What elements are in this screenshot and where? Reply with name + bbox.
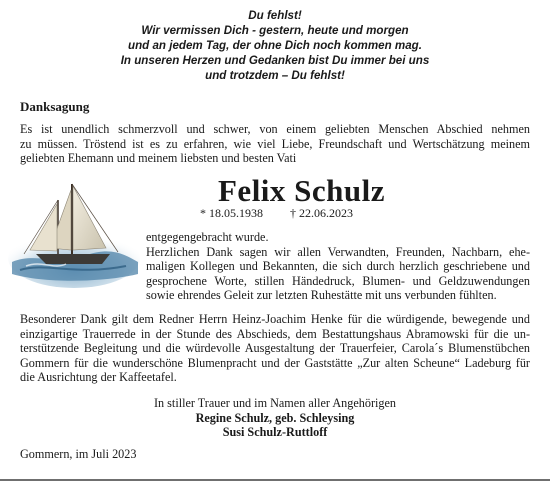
notice-heading: Danksagung	[20, 99, 90, 114]
memorial-poem	[20, 8, 530, 83]
text-line: zu müssen. Tröstend ist es zu erfahren, wie viel Liebe, Freundschaft und Wertschätzung meinem	[20, 136, 530, 151]
text-line: sowie ehrendes Geleit zur letzten Ruhestätte mit uns verbunden fühlten.	[146, 288, 497, 303]
signature-name: Susi Schulz-Ruttloff	[222, 425, 328, 440]
text-line: geliebten Ehemann und meinem liebsten und besten Vati	[20, 151, 297, 166]
text-line: terstützende Begleitung und die würdevolle Ausgestaltung der Trauerfeier, Carola´s Blumenstübchen	[20, 341, 530, 356]
thanks-paragraph	[146, 230, 530, 303]
intro-paragraph	[20, 122, 530, 166]
special-thanks-paragraph	[20, 312, 530, 385]
sailboat-icon	[6, 166, 142, 288]
signature-name: Regine Schulz, geb. Schleysing	[195, 410, 355, 425]
poem-line: und trotzdem – Du fehlst!	[205, 69, 345, 82]
text-line: einzigartige Trauerrede in der Stunde des Abschieds, dem Bestattungshaus Abramowski für die un-	[20, 326, 530, 341]
text-line: Gommern für die wunderschöne Blumenpracht und der Gaststätte „Zur alten Scheune“ Ladeburg für	[20, 355, 530, 370]
poem-line: In unseren Herzen und Gedanken bist Du immer bei uns	[120, 54, 430, 67]
text-line: Besonderer Dank gilt dem Redner Herrn Heinz-Joachim Henke für die würdigende, bewegende und	[20, 312, 530, 326]
text-line: Es ist unendlich schmerzvoll und schwer, von einem geliebten Menschen Abschied nehmen	[20, 122, 530, 136]
text-line: gesprochene Worte, stillen Händedruck, Blumen- und Geldzuwendungen	[146, 273, 530, 288]
poem-line: Du fehlst!	[248, 9, 302, 22]
text-line: entgegengebracht wurde.	[146, 230, 269, 244]
death-date: † 22.06.2023	[290, 206, 353, 220]
poem-line: Wir vermissen Dich - gestern, heute und morgen	[141, 24, 409, 37]
text-line: maligen Kollegen und Bekannten, die sich durch herzlich geschriebene und	[146, 259, 530, 274]
birth-date: * 18.05.1938	[200, 206, 263, 220]
signature-block	[20, 396, 530, 440]
text-line: Herzlichen Dank sagen wir allen Verwandten, Freunden, Nachbarn, ehe-	[146, 244, 530, 259]
poem-line: und an jedem Tag, der ohne Dich noch kommen mag.	[128, 39, 422, 52]
signature-intro: In stiller Trauer und im Namen aller Angehörigen	[153, 396, 396, 410]
place-date: Gommern, im Juli 2023	[20, 447, 137, 461]
text-line: die Ausrichtung der Kaffeetafel.	[20, 370, 177, 385]
deceased-name: Felix Schulz	[218, 173, 386, 208]
